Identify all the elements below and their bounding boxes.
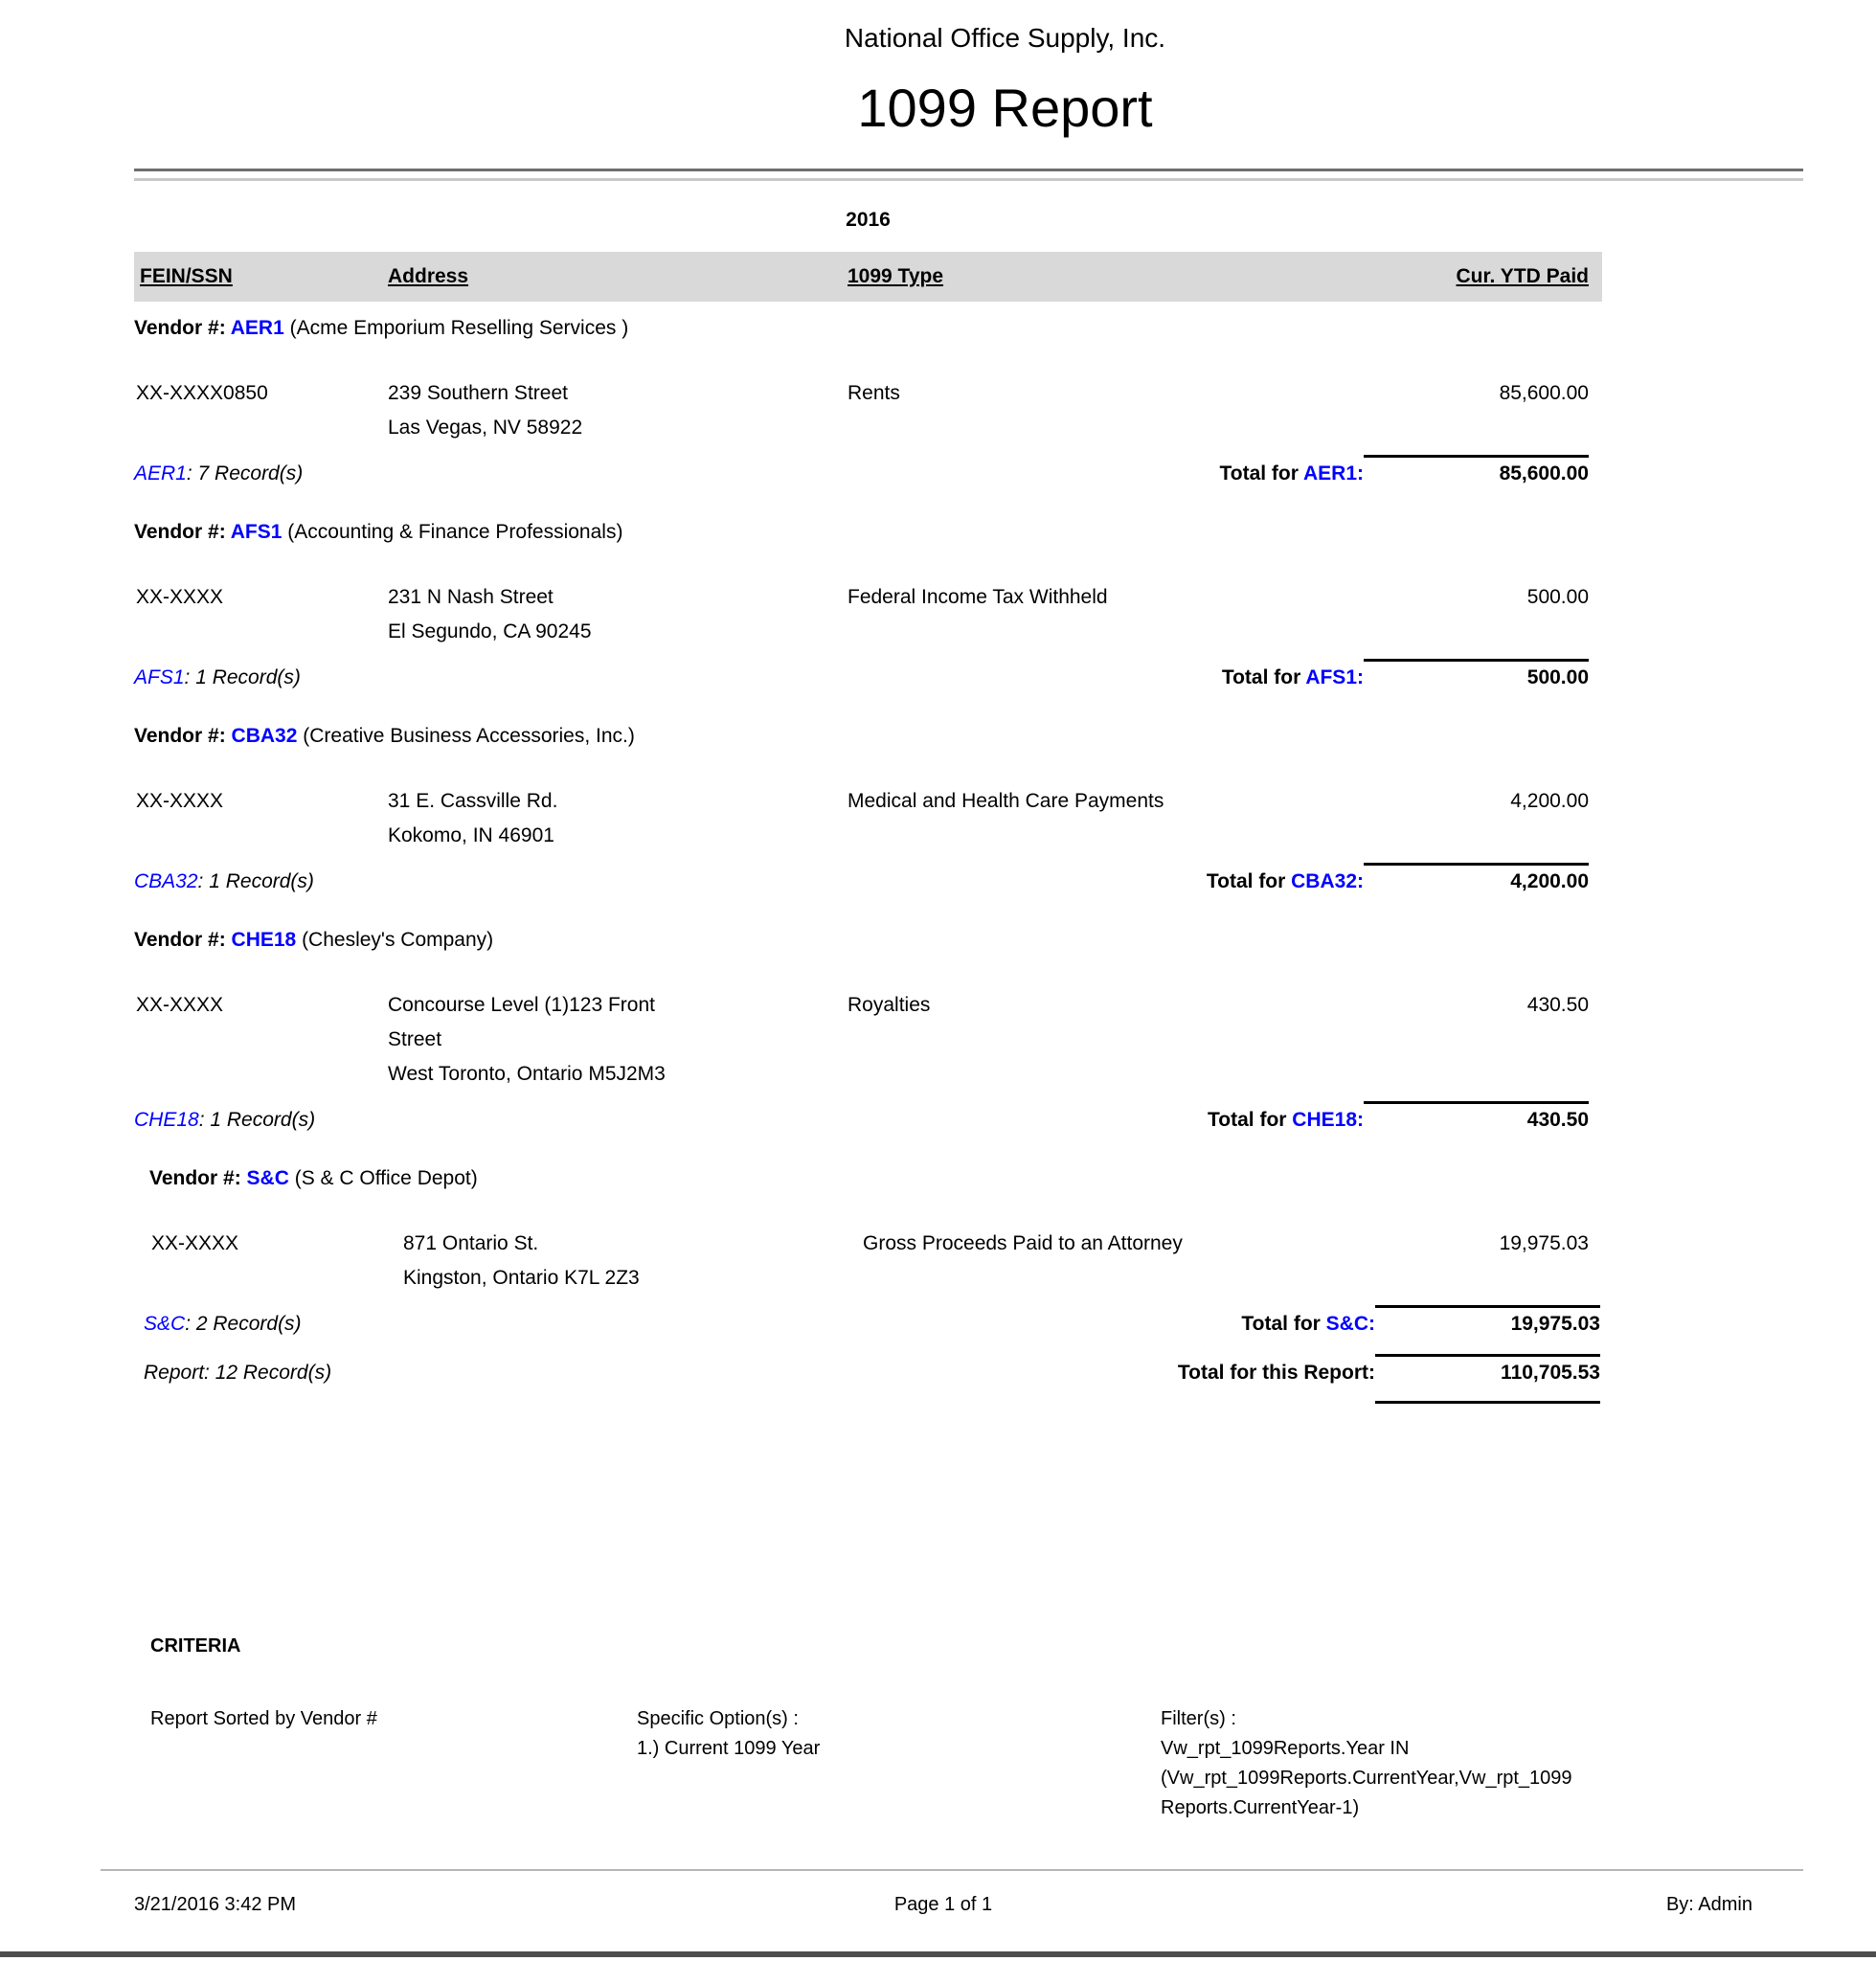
criteria-sorted-by: Report Sorted by Vendor # — [150, 1708, 377, 1729]
header-address: Address — [388, 265, 469, 287]
vendor-block — [134, 519, 1602, 694]
total-for-code: CHE18: — [1292, 1109, 1364, 1131]
report-total-rule-below — [1375, 1401, 1600, 1404]
record-amount: 19,975.03 — [1499, 1232, 1589, 1254]
vendor-block — [134, 315, 1602, 490]
footer-page-number: Page 1 of 1 — [893, 1894, 993, 1915]
vendor-number-label: Vendor #: — [134, 317, 231, 339]
vendor-total-section — [134, 1101, 1602, 1137]
vendor-records-label — [134, 462, 1219, 485]
total-for-code: AER1: — [1302, 462, 1364, 485]
report-year: 2016 — [846, 209, 891, 231]
vendor-records-code: CHE18 — [134, 1109, 199, 1131]
vendor-total-row — [134, 1308, 1602, 1341]
vendor-total-amount: 500.00 — [1526, 666, 1589, 688]
vendor-total-for-label — [1208, 1109, 1364, 1132]
vendor-total-section — [134, 863, 1602, 898]
vendor-records-text: : 1 Record(s) — [184, 666, 301, 688]
vendor-records-code: S&C — [144, 1313, 186, 1335]
address-line: Las Vegas, NV 58922 — [388, 417, 583, 439]
record-amount: 85,600.00 — [1499, 382, 1589, 404]
address-line: Kingston, Ontario K7L 2Z3 — [403, 1267, 640, 1289]
vendor-total-row — [134, 458, 1602, 490]
record-address — [388, 580, 848, 649]
vendor-code: S&C — [246, 1167, 289, 1189]
vendor-total-for-label — [1222, 666, 1364, 689]
criteria-filter-line: Reports.CurrentYear-1) — [1161, 1797, 1360, 1818]
vendor-list — [134, 315, 1602, 1341]
record-fein: XX-XXXX — [136, 994, 224, 1016]
vendor-records-label — [144, 1313, 1241, 1336]
vendor-code: AER1 — [230, 317, 284, 339]
vendor-number-label: Vendor #: — [134, 929, 232, 951]
vendor-records-text: : 7 Record(s) — [186, 462, 304, 485]
vendor-total-for-label — [1241, 1313, 1375, 1336]
vendor-total-amount: 19,975.03 — [1510, 1313, 1600, 1335]
vendor-heading — [134, 519, 1602, 546]
page-title: 1099 Report — [857, 78, 1153, 138]
footer-datetime: 3/21/2016 3:42 PM — [134, 1894, 297, 1915]
report-total-section — [134, 1354, 1602, 1404]
vendor-total-row — [134, 1104, 1602, 1137]
vendor-total-for-label — [1207, 870, 1364, 893]
address-line: 239 Southern Street — [388, 382, 568, 404]
vendor-total-for-label — [1219, 462, 1364, 485]
criteria-heading: CRITERIA — [150, 1635, 241, 1657]
vendor-code: AFS1 — [230, 521, 283, 543]
table-header-bar — [134, 252, 1602, 302]
company-name: National Office Supply, Inc. — [844, 23, 1166, 53]
vendor-name: (Chesley's Company) — [296, 929, 494, 951]
window-bottom-bar — [0, 1951, 1876, 1957]
record-type: Gross Proceeds Paid to an Attorney — [863, 1232, 1183, 1254]
vendor-records-code: AFS1 — [134, 666, 185, 688]
header-fein-ssn: FEIN/SSN — [140, 265, 233, 287]
vendor-heading — [134, 1165, 1602, 1192]
vendor-block — [134, 927, 1602, 1137]
vendor-code: CBA32 — [231, 725, 298, 747]
total-for-text: Total for — [1208, 1109, 1293, 1131]
vendor-total-section — [134, 1305, 1602, 1341]
vendor-records-text: : 2 Record(s) — [185, 1313, 302, 1335]
vendor-name: (Creative Business Accessories, Inc.) — [297, 725, 635, 747]
vendor-records-text: : 1 Record(s) — [198, 1109, 316, 1131]
table-row — [134, 1227, 1602, 1296]
total-for-text: Total for — [1241, 1313, 1326, 1335]
total-for-code: CBA32: — [1291, 870, 1364, 892]
vendor-records-label — [134, 1109, 1208, 1132]
record-address — [403, 1227, 863, 1296]
vendor-number-label: Vendor #: — [149, 1167, 247, 1189]
table-row — [134, 988, 1602, 1092]
record-type: Rents — [848, 382, 900, 404]
record-amount: 4,200.00 — [1510, 790, 1589, 812]
title-rule-light — [134, 178, 1803, 181]
vendor-number-label: Vendor #: — [134, 725, 232, 747]
table-row — [134, 376, 1602, 445]
criteria-option-item: 1.) Current 1099 Year — [637, 1738, 821, 1759]
address-line: Concourse Level (1)123 Front — [388, 994, 655, 1016]
total-for-code: S&C: — [1325, 1313, 1375, 1335]
total-for-code: AFS1: — [1305, 666, 1364, 688]
table-body — [134, 302, 1602, 1404]
vendor-heading — [134, 723, 1602, 750]
vendor-block — [134, 1165, 1602, 1341]
vendor-name: (S & C Office Depot) — [288, 1167, 478, 1189]
table-row — [134, 784, 1602, 853]
vendor-total-row — [134, 662, 1602, 694]
vendor-heading — [134, 927, 1602, 954]
address-line: Kokomo, IN 46901 — [388, 824, 554, 846]
header-cur-ytd-paid: Cur. YTD Paid — [1456, 265, 1589, 287]
vendor-total-amount: 85,600.00 — [1499, 462, 1589, 485]
record-type: Federal Income Tax Withheld — [848, 586, 1108, 608]
vendor-total-amount: 430.50 — [1526, 1109, 1589, 1131]
address-line: West Toronto, Ontario M5J2M3 — [388, 1063, 666, 1085]
vendor-block — [134, 723, 1602, 898]
criteria-filter-line: (Vw_rpt_1099Reports.CurrentYear,Vw_rpt_1099 — [1161, 1768, 1572, 1789]
report-total-row — [134, 1357, 1602, 1389]
record-amount: 500.00 — [1526, 586, 1589, 608]
record-amount: 430.50 — [1526, 994, 1589, 1016]
vendor-total-amount: 4,200.00 — [1510, 870, 1589, 892]
address-line: 871 Ontario St. — [403, 1232, 539, 1254]
report-total-label: Total for this Report: — [1177, 1362, 1375, 1384]
record-type: Medical and Health Care Payments — [848, 790, 1164, 812]
vendor-records-label — [134, 870, 1207, 893]
title-rule-dark — [134, 169, 1803, 171]
criteria-options-title: Specific Option(s) : — [637, 1708, 799, 1729]
vendor-records-label — [134, 666, 1222, 689]
record-address — [388, 988, 848, 1092]
criteria-filters — [1161, 1704, 1716, 1823]
criteria-filter-line: Vw_rpt_1099Reports.Year IN — [1161, 1738, 1410, 1759]
address-line: 231 N Nash Street — [388, 586, 554, 608]
record-type: Royalties — [848, 994, 931, 1016]
vendor-code: CHE18 — [231, 929, 297, 951]
total-for-text: Total for — [1219, 462, 1303, 485]
header-1099-type: 1099 Type — [848, 265, 944, 287]
footer-separator — [101, 1869, 1803, 1871]
vendor-name: (Acme Emporium Reselling Services ) — [283, 317, 629, 339]
total-for-text: Total for — [1206, 870, 1292, 892]
footer-by-user: By: Admin — [1665, 1894, 1752, 1915]
report-records-label: Report: 12 Record(s) — [144, 1362, 332, 1384]
footer — [134, 1894, 1752, 1916]
record-fein: XX-XXXX0850 — [136, 382, 268, 404]
criteria-filters-title: Filter(s) : — [1161, 1708, 1236, 1729]
vendor-total-section — [134, 455, 1602, 490]
vendor-records-code: CBA32 — [134, 870, 198, 892]
vendor-records-code: AER1 — [134, 462, 187, 485]
record-address — [388, 784, 848, 853]
address-line: Street — [388, 1028, 442, 1050]
record-fein: XX-XXXX — [151, 1232, 239, 1254]
record-fein: XX-XXXX — [136, 586, 224, 608]
vendor-heading — [134, 315, 1602, 342]
vendor-records-text: : 1 Record(s) — [197, 870, 314, 892]
vendor-total-row — [134, 866, 1602, 898]
criteria-options — [637, 1704, 1049, 1764]
record-address — [388, 376, 848, 445]
vendor-name: (Accounting & Finance Professionals) — [282, 521, 623, 543]
total-for-text: Total for — [1221, 666, 1306, 688]
vendor-number-label: Vendor #: — [134, 521, 231, 543]
address-line: El Segundo, CA 90245 — [388, 620, 592, 642]
table-row — [134, 580, 1602, 649]
report-total-amount: 110,705.53 — [1501, 1362, 1600, 1384]
address-line: 31 E. Cassville Rd. — [388, 790, 558, 812]
record-fein: XX-XXXX — [136, 790, 224, 812]
vendor-total-section — [134, 659, 1602, 694]
